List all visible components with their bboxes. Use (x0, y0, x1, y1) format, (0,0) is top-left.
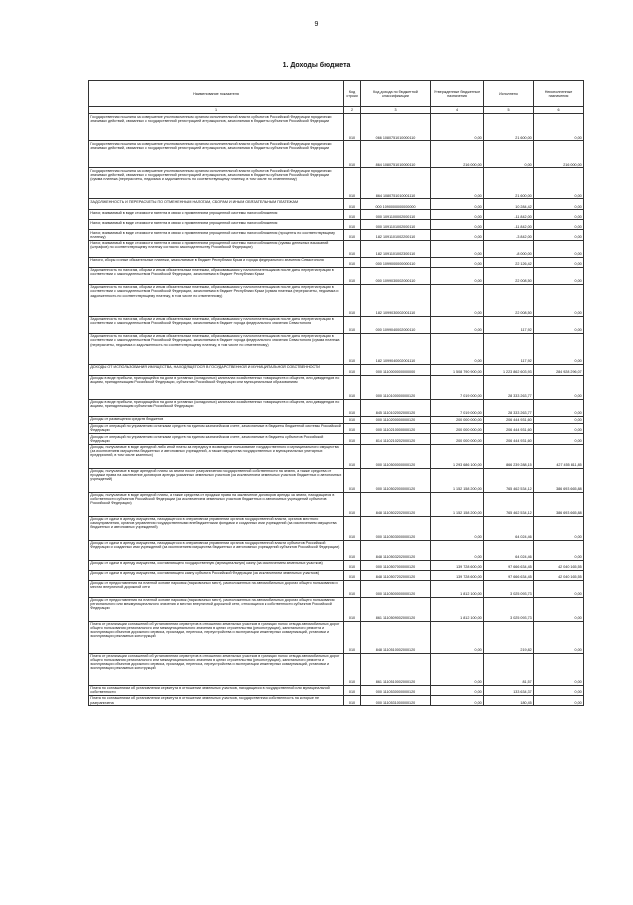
unexecuted-amount: 0,00 (534, 220, 584, 230)
unexecuted-amount: 0,00 (534, 597, 584, 621)
unexecuted-amount: 0,00 (534, 240, 584, 257)
unexecuted-amount: 216 000,00 (534, 141, 584, 168)
budget-classification-code: 864 1080751010000110 (361, 141, 431, 168)
executed-amount: 81,57 (484, 653, 534, 685)
approved-amount: 0,00 (431, 210, 484, 220)
unexecuted-amount: 386 693 665,88 (534, 468, 584, 492)
line-code: 010 (344, 333, 361, 364)
budget-classification-code: 000 1110100000000120 (361, 375, 431, 399)
executed-amount: 28 333 263,77 (484, 375, 534, 399)
approved-amount: 0,00 (431, 267, 484, 284)
approved-amount: 1 293 686 100,00 (431, 444, 484, 468)
executed-amount: 765 462 534,12 (484, 468, 534, 492)
executed-amount: 765 462 534,12 (484, 492, 534, 516)
approved-amount: 0,00 (431, 621, 484, 653)
unexecuted-amount: 386 693 665,88 (534, 492, 584, 516)
approved-amount: 1 812 100,00 (431, 580, 484, 597)
budget-classification-code: 848 1110507202000120 (361, 570, 431, 580)
table-row (89, 168, 584, 199)
approved-amount: 0,00 (431, 695, 484, 705)
unexecuted-amount: 0,00 (534, 621, 584, 653)
executed-amount: 117,92 (484, 333, 534, 364)
budget-classification-code: 000 1099040002000110 (361, 316, 431, 333)
unexecuted-amount: 0,00 (534, 540, 584, 560)
unexecuted-amount: 0,00 (534, 399, 584, 416)
approved-amount: 200 000 000,00 (431, 416, 484, 423)
unexecuted-amount: 0,00 (534, 284, 584, 316)
line-code: 010 (344, 540, 361, 560)
indicator-name: Доходы от предоставления на платной основе парковок (парковочных мест), расположенных на автомобильных дорогах общего пользования регионального или межмуниципального значения и местах внеуличной дорожной сети, относящихся к собственности субъектов Российской Федерации (89, 597, 344, 621)
budget-classification-code: 182 1099040002001110 (361, 333, 431, 364)
unexecuted-amount: 42 040 165,55 (534, 560, 584, 570)
table-row (89, 199, 584, 210)
col-header-unexecuted: Неисполненные назначения (534, 81, 584, 107)
executed-amount: 206 444 931,60 (484, 416, 534, 423)
approved-amount: 1 508 790 900,00 (431, 364, 484, 375)
col-number: 2 (344, 107, 361, 114)
indicator-name: Налоги, сборы и иные обязательные платежи, зачисляемые в бюджет Республики Крым и города федерального значения Севастополя (89, 257, 344, 267)
line-code: 010 (344, 210, 361, 220)
indicator-name: Задолженность по налогам, сборам и иным обязательным платежам, образовавшаяся у налогоплательщиков после даты перерегистрации в соответствии с законодательством Российской Федерации, зачисляемая в бюджет города федерального значения Севастополя (89, 316, 344, 333)
budget-classification-code: 000 1110210000000120 (361, 423, 431, 433)
approved-amount: 1 152 158 200,00 (431, 468, 484, 492)
executed-amount: 10 284,42 (484, 199, 534, 210)
page-title: 1. Доходы бюджета (282, 62, 351, 69)
budget-classification-code: 864 1080751010001110 (361, 168, 431, 199)
line-code: 010 (344, 560, 361, 570)
approved-amount: 0,00 (431, 316, 484, 333)
executed-amount: 0,00 (484, 141, 534, 168)
approved-amount: 0,00 (431, 284, 484, 316)
executed-amount: 97 666 634,45 (484, 570, 534, 580)
approved-amount: 0,00 (431, 114, 484, 141)
unexecuted-amount: 0,00 (534, 653, 584, 685)
line-code: 010 (344, 399, 361, 416)
table-row (89, 333, 584, 364)
indicator-name: ЗАДОЛЖЕННОСТЬ И ПЕРЕРАСЧЕТЫ ПО ОТМЕНЕННЫМ НАЛОГАМ, СБОРАМ И ИНЫМ ОБЯЗАТЕЛЬНЫМ ПЛАТЕЖАМ (89, 199, 344, 210)
unexecuted-amount: 0,00 (534, 316, 584, 333)
unexecuted-amount: 284 928 296,07 (534, 364, 584, 375)
indicator-name: Плата по соглашениям об установлении сервитута в отношении земельных участков, находящихся в государственной или муниципальной собственности (89, 685, 344, 695)
col-number: 6 (534, 107, 584, 114)
indicator-name: Налог, взимаемый в виде стоимости патента в связи с применением упрощенной системы налогообложения (89, 220, 344, 230)
col-header-approved: Утвержденные бюджетные назначения (431, 81, 484, 107)
line-code: 010 (344, 240, 361, 257)
indicator-name: Налог, взимаемый в виде стоимости патента в связи с применением упрощенной системы налогообложения (89, 210, 344, 220)
line-code: 010 (344, 416, 361, 423)
approved-amount: 0,00 (431, 333, 484, 364)
budget-classification-code: 861 1110509002000120 (361, 597, 431, 621)
indicator-name: Государственная пошлина за совершение уполномоченным органом исполнительной власти субъектов Российской Федерации юридически значимых действий, связанных с государственной регистрацией аттракционов, зачисляемая в бюджеты субъектов Российской Федерации (89, 114, 344, 141)
table-row (89, 423, 584, 433)
line-code: 010 (344, 267, 361, 284)
line-code: 010 (344, 570, 361, 580)
line-code: 010 (344, 375, 361, 399)
line-code: 010 (344, 423, 361, 433)
approved-amount: 0,00 (431, 516, 484, 540)
executed-amount: 206 444 931,60 (484, 434, 534, 444)
approved-amount: 0,00 (431, 685, 484, 695)
approved-amount: 216 000,00 (431, 141, 484, 168)
table-row (89, 240, 584, 257)
approved-amount: 200 000 000,00 (431, 434, 484, 444)
executed-amount: 22 126,42 (484, 257, 534, 267)
approved-amount: 7 019 000,00 (431, 399, 484, 416)
indicator-name: Доходы в виде прибыли, приходящейся на доли в уставных (складочных) капиталах хозяйственных товариществ и обществ, или дивидендов по акциям, принадлежащим субъектам Российской Федерации (89, 399, 344, 416)
indicator-name: Налог, взимаемый в виде стоимости патента в связи с применением упрощенной системы налогообложения (суммы денежных взысканий (штрафов) по соответствующему платежу согласно законодательству Российской Федерации) (89, 240, 344, 257)
budget-classification-code: 182 1091101002200110 (361, 230, 431, 240)
executed-amount: 64 024,46 (484, 516, 534, 540)
revenue-table (88, 80, 584, 706)
line-code: 010 (344, 316, 361, 333)
line-code: 010 (344, 597, 361, 621)
table-row (89, 399, 584, 416)
table-row (89, 516, 584, 540)
unexecuted-amount: 0,00 (534, 423, 584, 433)
approved-amount: 1 152 158 200,00 (431, 492, 484, 516)
unexecuted-amount: 0,00 (534, 685, 584, 695)
budget-classification-code: 000 1110531000000120 (361, 695, 431, 705)
line-code: 010 (344, 141, 361, 168)
indicator-name: Налог, взимаемый в виде стоимости патента в связи с применением упрощенной системы налогообложения (проценты по соответствующему платежу) (89, 230, 344, 240)
line-code: 010 (344, 257, 361, 267)
table-row (89, 492, 584, 516)
executed-amount: 28 333 263,77 (484, 399, 534, 416)
indicator-name: Плата по соглашениям об установлении сервитута в отношении земельных участков, государственная собственность на которые не разграничена (89, 695, 344, 705)
indicator-name: Доходы от сдачи в аренду имущества, находящегося в оперативном управлении органов государственной власти, органов местного самоуправления, органов управления государственными внебюджетными фондами и созданных ими учреждений (за исключением имущества бюджетных и автономных учреждений) (89, 516, 344, 540)
indicator-name: Задолженность по налогам, сборам и иным обязательным платежам, образовавшаяся у налогоплательщиков после даты перерегистрации в соответствии с законодательством Российской Федерации, зачисляемая в бюджет Республики Крым (сумма платежа (перерасчеты, недоимка и задолженность по соответствующему платежу, в том числе по отмененному) (89, 284, 344, 316)
line-code: 010 (344, 199, 361, 210)
approved-amount: 139 728 600,00 (431, 560, 484, 570)
executed-amount: 133 634,37 (484, 685, 534, 695)
table-row (89, 364, 584, 375)
table-row (89, 267, 584, 284)
approved-amount: 0,00 (431, 653, 484, 685)
indicator-name: ДОХОДЫ ОТ ИСПОЛЬЗОВАНИЯ ИМУЩЕСТВА, НАХОДЯЩЕГОСЯ В ГОСУДАРСТВЕННОЙ И МУНИЦИПАЛЬНОЙ СОБСТВЕННОСТИ (89, 364, 344, 375)
unexecuted-amount: 0,00 (534, 210, 584, 220)
table-row (89, 434, 584, 444)
indicator-name: Государственная пошлина за совершение уполномоченным органом исполнительной власти субъектов Российской Федерации юридически значимых действий, связанных с государственной регистрацией аттракционов, зачисляемая в бюджеты субъектов Российской Федерации (89, 141, 344, 168)
line-code: 010 (344, 230, 361, 240)
table-row (89, 316, 584, 333)
executed-amount: 21 600,00 (484, 168, 534, 199)
line-code: 010 (344, 468, 361, 492)
col-number: 4 (431, 107, 484, 114)
budget-classification-code: 000 1091101002000110 (361, 220, 431, 230)
table-row (89, 685, 584, 695)
executed-amount: 64 024,46 (484, 540, 534, 560)
approved-amount: 0,00 (431, 168, 484, 199)
executed-amount: 206 444 931,60 (484, 423, 534, 433)
indicator-name: Доходы от предоставления на платной основе парковок (парковочных мест), расположенных на автомобильных дорогах общего пользования и местах внеуличной дорожной сети (89, 580, 344, 597)
budget-classification-code: 000 1090000000000000 (361, 199, 431, 210)
table-row (89, 653, 584, 685)
executed-amount: 866 239 288,15 (484, 444, 534, 468)
indicator-name: Доходы от операций по управлению остатками средств на едином казначейском счете, зачисляемые в бюджеты субъектов Российской Федерации (89, 434, 344, 444)
line-code: 010 (344, 516, 361, 540)
executed-amount: 117,92 (484, 316, 534, 333)
budget-classification-code: 182 1091101002300110 (361, 240, 431, 257)
approved-amount: 0,00 (431, 540, 484, 560)
line-code: 010 (344, 434, 361, 444)
budget-classification-code: 000 1110502000000120 (361, 468, 431, 492)
budget-classification-code: 814 1110210202000120 (361, 434, 431, 444)
indicator-name: Доходы, получаемые в виде арендной либо иной платы за передачу в возмездное пользование государственного и муниципального имущества (за исключением имущества бюджетных и автономных учреждений, а также имущества государственных и муниципальных унитарных предприятий, в том числе казенных) (89, 444, 344, 468)
budget-classification-code: 000 1110530000000120 (361, 685, 431, 695)
indicator-name: Доходы от сдачи в аренду имущества, составляющего государственную (муниципальную) казну (за исключением земельных участков) (89, 560, 344, 570)
col-header-budget-code: Код дохода по бюджетной классификации (361, 81, 431, 107)
budget-classification-code: 845 1110102002000120 (361, 399, 431, 416)
unexecuted-amount: 0,00 (534, 695, 584, 705)
line-code: 010 (344, 444, 361, 468)
budget-classification-code: 848 1110503202000120 (361, 540, 431, 560)
col-number: 1 (89, 107, 344, 114)
budget-classification-code: 000 1110503000000120 (361, 516, 431, 540)
unexecuted-amount: 0,00 (534, 230, 584, 240)
indicator-name: Доходы от размещения средств бюджетов (89, 416, 344, 423)
approved-amount: 1 812 100,00 (431, 597, 484, 621)
col-header-executed: Исполнено (484, 81, 534, 107)
indicator-name: Доходы, получаемые в виде арендной платы за земли после разграничения государственной собственности на землю, а также средства от продажи права на заключение договоров аренды указанных земельных участков (за исключением земельных участков бюджетных и автономных учреждений) (89, 468, 344, 492)
line-code: 010 (344, 168, 361, 199)
indicator-name: Плата от реализации соглашений об установлении сервитутов в отношении земельных участков в границах полос отвода автомобильных дорог общего пользования регионального или межмуниципального значения в целях строительства (реконструкции), капитального ремонта и эксплуатации объектов дорожного сервиса, прокладки, переноса, переустройства и эксплуатации инженерных коммуникаций, установки и эксплуатации рекламных конструкций (89, 621, 344, 653)
line-code: 010 (344, 685, 361, 695)
budget-classification-code: 000 1110000000000000 (361, 364, 431, 375)
budget-classification-code: 848 1110502202000120 (361, 492, 431, 516)
table-row (89, 375, 584, 399)
unexecuted-amount: 0,00 (534, 375, 584, 399)
table-row (89, 416, 584, 423)
table-row (89, 230, 584, 240)
approved-amount: 0,00 (431, 199, 484, 210)
budget-classification-code: 000 1110500000000120 (361, 580, 431, 597)
indicator-name: Доходы от сдачи в аренду имущества, находящегося в оперативном управлении органов государственной власти субъектов Российской Федерации и созданных ими учреждений (за исключением имущества бюджетных и автономных учреждений субъектов Российской Федерации) (89, 540, 344, 560)
indicator-name: Задолженность по налогам, сборам и иным обязательным платежам, образовавшаяся у налогоплательщиков после даты перерегистрации в соответствии с законодательством Российской Федерации, зачисляемая в бюджет города федерального значения Севастополя (сумма платежа (перерасчеты, недоимка и задолженность по соответствующему платежу, в том числе по отмененному) (89, 333, 344, 364)
unexecuted-amount: 42 040 165,55 (534, 570, 584, 580)
executed-amount: -11 842,00 (484, 210, 534, 220)
budget-classification-code: 000 1099030002000110 (361, 267, 431, 284)
unexecuted-amount: 0,00 (534, 516, 584, 540)
column-number-row (89, 107, 584, 114)
budget-classification-code: 000 1091100002000110 (361, 210, 431, 220)
unexecuted-amount: 0,00 (534, 267, 584, 284)
col-number: 5 (484, 107, 534, 114)
line-code: 010 (344, 621, 361, 653)
executed-amount: 219,82 (484, 621, 534, 653)
table-row (89, 621, 584, 653)
table-header-row (89, 81, 584, 107)
budget-classification-code: 000 1110200000000120 (361, 416, 431, 423)
budget-classification-code: 000 1110500000000120 (361, 444, 431, 468)
executed-amount: 97 666 634,45 (484, 560, 534, 570)
table-row (89, 444, 584, 468)
col-header-line-code: Код строки (344, 81, 361, 107)
unexecuted-amount: 0,00 (534, 434, 584, 444)
approved-amount: 0,00 (431, 220, 484, 230)
col-number: 3 (361, 107, 431, 114)
page-number: 9 (314, 21, 319, 28)
approved-amount: 200 000 000,00 (431, 423, 484, 433)
table-row (89, 695, 584, 705)
executed-amount: 3 025 093,73 (484, 597, 534, 621)
approved-amount: 0,00 (431, 230, 484, 240)
unexecuted-amount: 0,00 (534, 333, 584, 364)
indicator-name: Задолженность по налогам, сборам и иным обязательным платежам, образовавшаяся у налогоплательщиков после даты перерегистрации в соответствии с законодательством Российской Федерации, зачисляемая в бюджет Республики Крым (89, 267, 344, 284)
executed-amount: -3 842,00 (484, 230, 534, 240)
unexecuted-amount: 0,00 (534, 199, 584, 210)
unexecuted-amount: 0,00 (534, 114, 584, 141)
line-code: 010 (344, 580, 361, 597)
line-code: 010 (344, 364, 361, 375)
approved-amount: 0,00 (431, 257, 484, 267)
indicator-name: Государственная пошлина за совершение уполномоченным органом исполнительной власти субъектов Российской Федерации юридически значимых действий, связанных с государственной регистрацией аттракционов, зачисляемая в бюджеты субъектов Российской Федерации (сумма платежа (перерасчеты, недоимка и задолженность по соответствующему платежу, в том числе по отмененному) (89, 168, 344, 199)
table-row (89, 560, 584, 570)
table-row (89, 597, 584, 621)
table-row (89, 540, 584, 560)
unexecuted-amount: 0,00 (534, 168, 584, 199)
approved-amount: 139 728 600,00 (431, 570, 484, 580)
line-code: 010 (344, 492, 361, 516)
executed-amount: 22 008,50 (484, 284, 534, 316)
line-code: 010 (344, 695, 361, 705)
unexecuted-amount: 0,00 (534, 416, 584, 423)
executed-amount: 1 223 862 603,93 (484, 364, 534, 375)
table-row (89, 220, 584, 230)
unexecuted-amount: 0,00 (534, 257, 584, 267)
approved-amount: 7 019 000,00 (431, 375, 484, 399)
executed-amount: -11 842,00 (484, 220, 534, 230)
table-row (89, 284, 584, 316)
budget-classification-code: 000 1110507000000120 (361, 560, 431, 570)
table-row (89, 468, 584, 492)
indicator-name: Плата от реализации соглашений об установлении сервитутов в отношении земельных участков в границах полос отвода автомобильных дорог общего пользования регионального или межмуниципального значения в целях строительства (реконструкции), капитального ремонта и эксплуатации объектов дорожного сервиса, прокладки, переноса, переустройства и эксплуатации инженерных коммуникаций, установки и эксплуатации рекламных конструкций (89, 653, 344, 685)
budget-classification-code: 861 1110510002000120 (361, 653, 431, 685)
unexecuted-amount: 427 455 811,85 (534, 444, 584, 468)
table-row (89, 210, 584, 220)
executed-amount: 21 600,00 (484, 114, 534, 141)
line-code: 010 (344, 653, 361, 685)
unexecuted-amount: 0,00 (534, 580, 584, 597)
table-row (89, 580, 584, 597)
line-code: 010 (344, 114, 361, 141)
budget-classification-code: 848 1110510002000120 (361, 621, 431, 653)
table-row (89, 257, 584, 267)
line-code: 010 (344, 220, 361, 230)
indicator-name: Доходы в виде прибыли, приходящейся на доли в уставных (складочных) капиталах хозяйственных товариществ и обществ, или дивидендов по акциям, принадлежащим Российской Федерации, субъектам Российской Федерации или муниципальным образованиям (89, 375, 344, 399)
table-row (89, 114, 584, 141)
budget-classification-code: 182 1099030002001110 (361, 284, 431, 316)
indicator-name: Доходы от операций по управлению остатками средств на едином казначейском счете, зачисляемые в бюджеты бюджетной системы Российской Федерации (89, 423, 344, 433)
table-row (89, 570, 584, 580)
executed-amount: 22 008,50 (484, 267, 534, 284)
executed-amount: -8 000,00 (484, 240, 534, 257)
table-row (89, 141, 584, 168)
indicator-name: Доходы, получаемые в виде арендной платы, а также средства от продажи права на заключение договоров аренды за земли, находящиеся в собственности субъектов Российской Федерации (за исключением земельных участков бюджетных и автономных учреждений субъектов Российской Федерации) (89, 492, 344, 516)
line-code: 010 (344, 284, 361, 316)
budget-classification-code: 066 1080751010000110 (361, 114, 431, 141)
indicator-name: Доходы от сдачи в аренду имущества, составляющего казну субъекта Российской Федерации (за исключением земельных участков) (89, 570, 344, 580)
executed-amount: 3 025 093,73 (484, 580, 534, 597)
executed-amount: 180,45 (484, 695, 534, 705)
budget-classification-code: 000 1099000000000110 (361, 257, 431, 267)
col-header-name: Наименование показателя (89, 81, 344, 107)
approved-amount: 0,00 (431, 240, 484, 257)
